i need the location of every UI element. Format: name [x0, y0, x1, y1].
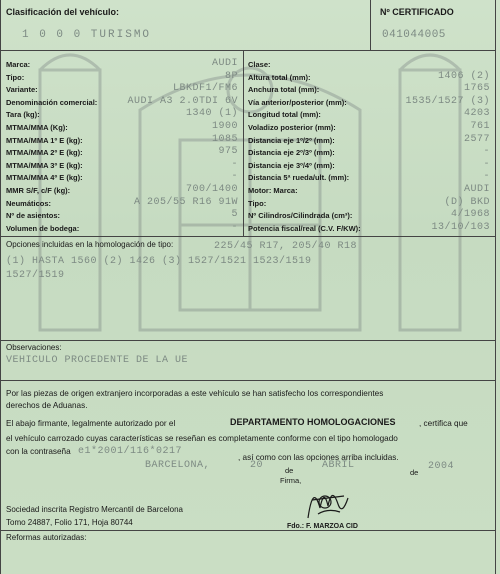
clasificacion-value: 1 0 0 0 TURISMO — [22, 29, 152, 41]
cert-year: 2004 — [428, 461, 455, 472]
right-fields-label: Distancia eje 3º/4º (mm): — [248, 160, 335, 170]
right-fields-label: Distancia eje 1º/2º (mm): — [248, 135, 335, 145]
right-fields-label: Anchura total (mm): — [248, 85, 320, 95]
opciones-line-2: (1) HASTA 1560 (2) 1426 (3) 1527/1521 1523/1519 — [6, 256, 312, 267]
departamento-name: DEPARTAMENTO HOMOLOGACIONES — [230, 417, 396, 427]
contrasena-value: e1*2001/116*0217 — [78, 446, 183, 457]
cert-text-line-1: Por las piezas de origen extranjero incorporadas a este vehículo se han satisfecho los correspondientes — [6, 389, 384, 398]
right-fields-value: 13/10/103 — [431, 221, 490, 233]
left-fields-value: 5 — [231, 209, 238, 221]
right-fields-value: - — [483, 146, 490, 158]
right-fields-label: Longitud total (mm): — [248, 110, 321, 120]
observaciones-label: Observaciones: — [6, 343, 62, 352]
certificado-label: Nº CERTIFICADO — [380, 7, 454, 17]
opciones-label: Opciones incluidas en la homologación de tipo: — [6, 240, 174, 249]
cert-day: 20 — [250, 460, 264, 471]
reformas-label: Reformas autorizadas: — [6, 533, 87, 542]
right-fields-label: Potencia fiscal/real (C.V. F/KW): — [248, 223, 361, 233]
right-fields-value: - — [483, 171, 490, 183]
handwritten-signature — [298, 478, 358, 523]
right-fields-value: 761 — [470, 121, 490, 132]
cert-text-line-3a: El abajo firmante, legalmente autorizado por el — [6, 419, 176, 428]
firmante-name: Fdo.: F. MARZOA CID — [287, 523, 358, 530]
cert-text-line-5a: con la contraseña — [6, 447, 71, 456]
left-fields-label: MTMA/MMA 1º E (kg): — [6, 135, 83, 145]
left-fields-value: - — [231, 171, 238, 183]
right-fields-value: AUDI — [463, 184, 490, 195]
left-fields-label: Tara (kg): — [6, 110, 40, 120]
left-fields-value: 1340 (1) — [185, 108, 238, 120]
right-fields-label: Motor: Marca: — [248, 186, 298, 195]
left-fields-value: 975 — [218, 146, 238, 158]
right-fields-value: 1765 — [463, 83, 490, 95]
registro-line-1: Sociedad inscrita Registro Mercantil de Barcelona — [6, 505, 183, 514]
left-fields-value: LBKDF1/FM6 — [172, 83, 238, 95]
left-fields-value: 8P — [224, 70, 238, 82]
left-fields-label: Nº de asientos: — [6, 211, 61, 221]
cert-city: BARCELONA, — [145, 460, 211, 471]
firma-label: Firma, — [280, 476, 302, 485]
left-fields-value: AUDI A3 2.0TDI 6V — [127, 95, 238, 107]
certificado-value: 041044005 — [382, 29, 446, 41]
right-fields-label: Nº Cilindros/Cilindrada (cm³): — [248, 211, 353, 221]
opciones-line-3: 1527/1519 — [6, 270, 65, 281]
left-fields-label: MTMA/MMA 4º E (kg): — [6, 173, 83, 183]
right-fields-label: Tipo: — [248, 198, 267, 208]
right-fields-value: (D) BKD — [444, 196, 490, 208]
left-fields-label: Variante: — [6, 85, 38, 95]
left-fields-label: Denominación comercial: — [6, 97, 98, 107]
right-fields-value: 4/1968 — [450, 209, 490, 221]
left-fields-value: A 205/55 R16 91W — [133, 196, 238, 208]
right-fields-label: Distancia 5ª rueda/ult. (mm): — [248, 173, 350, 183]
left-fields-value: 700/1400 — [185, 184, 238, 195]
left-fields-label: MMR S/F, c/F (kg): — [6, 186, 71, 195]
cert-de-2: de — [410, 468, 419, 477]
registro-line-2: Tomo 24887, Folio 171, Hoja 80744 — [6, 518, 133, 527]
right-fields-label: Clase: — [248, 60, 271, 69]
cert-text-line-4: el vehículo carrozado cuyas características se reseñan es completamente conforme con el tipo homologado — [6, 434, 398, 443]
cert-text-line-5b: , así como con las opciones arriba incluidas. — [238, 453, 399, 462]
right-fields-label: Voladizo posterior (mm): — [248, 123, 336, 132]
right-fields-value: 1535/1527 (3) — [405, 95, 490, 107]
cert-text-line-2: derechos de Aduanas. — [6, 401, 88, 410]
left-fields-label: MTMA/MMA 2º E (kg): — [6, 148, 83, 158]
cert-de-1: de — [285, 466, 294, 475]
right-fields-value: 4203 — [463, 108, 490, 120]
left-fields-label: Volumen de bodega: — [6, 223, 80, 233]
left-fields-label: Marca: — [6, 60, 31, 69]
left-fields-label: Tipo: — [6, 72, 25, 82]
left-fields-value: AUDI — [211, 58, 238, 69]
cert-text-line-3c: , certifica que — [419, 419, 468, 428]
opciones-line-1: 225/45 R17, 205/40 R18 — [214, 241, 358, 252]
left-fields-value: 1085 — [211, 133, 238, 145]
clasificacion-label: Clasificación del vehículo: — [6, 7, 120, 17]
left-fields-label: Neumáticos: — [6, 198, 52, 208]
right-fields-value: 2577 — [463, 133, 490, 145]
left-fields-label: MTMA/MMA (Kg): — [6, 123, 68, 132]
left-fields-value: - — [231, 158, 238, 170]
right-fields-label: Distancia eje 2º/3º (mm): — [248, 148, 335, 158]
left-fields-value: 1900 — [211, 121, 238, 132]
right-fields-value: 1406 (2) — [437, 70, 490, 82]
observaciones-value: VEHICULO PROCEDENTE DE LA UE — [6, 355, 189, 366]
right-fields-label: Altura total (mm): — [248, 72, 311, 82]
cert-month: ABRIL — [322, 460, 355, 471]
right-fields-label: Vía anterior/posterior (mm): — [248, 97, 347, 107]
right-fields-value: - — [483, 158, 490, 170]
left-fields-value: - — [231, 221, 238, 233]
left-fields-label: MTMA/MMA 3º E (kg): — [6, 160, 83, 170]
